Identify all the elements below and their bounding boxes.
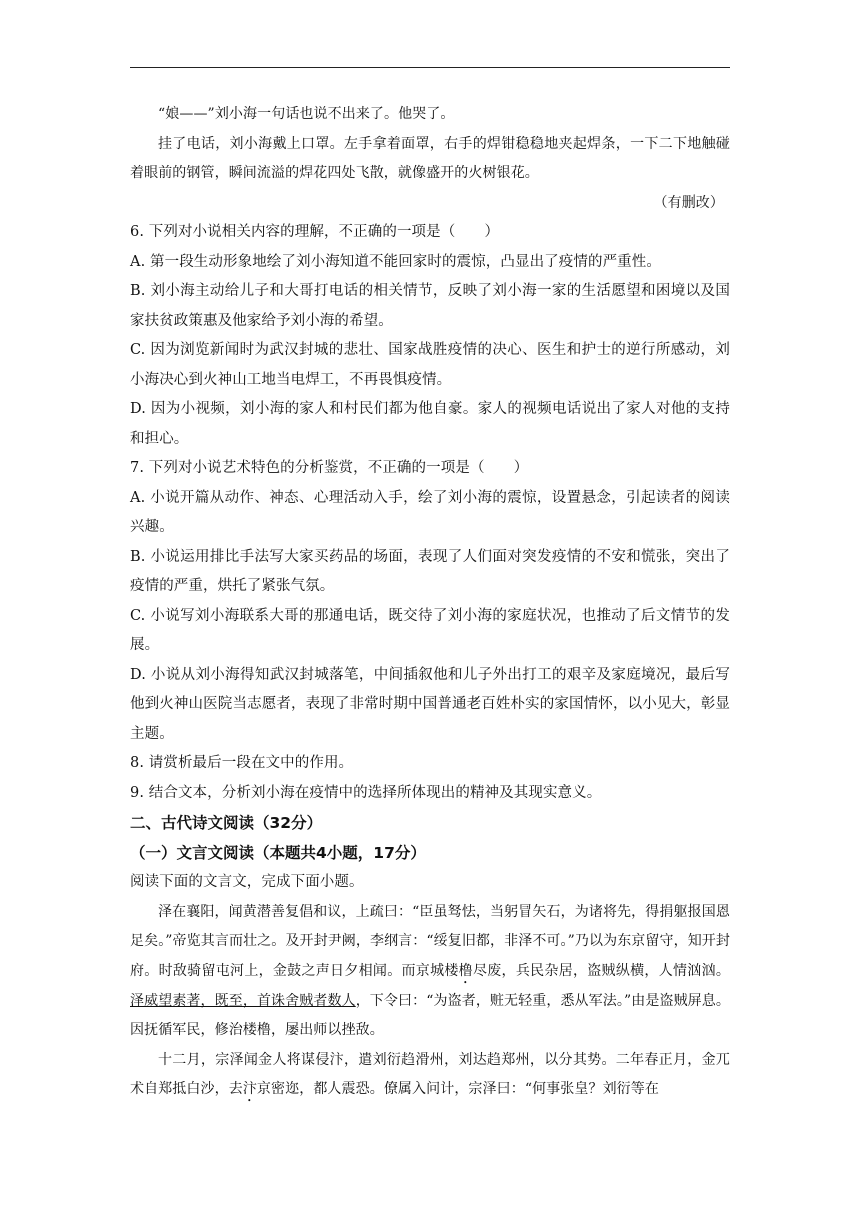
underlined-sentence: 泽威望素著，既至，首诛舍贼者数人 [130, 992, 356, 1009]
question-7-option-a: A. 小说开篇从动作、神态、心理活动入手，绘了刘小海的震惊，设置悬念，引起读者的阅读兴趣。 [130, 489, 730, 535]
page-body [130, 100, 730, 1105]
emphasized-character: 汴 [242, 1081, 257, 1097]
question-6-stem: 6. 下列对小说相关内容的理解，不正确的一项是（ ） [130, 224, 500, 240]
passage-text: ，下令曰：“为盗者，赃无轻重，悉从军法。”由是盗贼屏息。因抚循军民，修治楼橹，屡出师以挫敌。 [130, 992, 730, 1038]
edit-note: （有删改） [653, 194, 724, 211]
question-7-option-d: D. 小说从刘小海得知武汉封城落笔，中间插叙他和儿子外出打工的艰辛及家庭境况，最后写他到火神山医院当志愿者，表现了非常时期中国普通老百姓朴实的家国情怀，以小见大，彰显主题。 [130, 666, 730, 742]
question-6-option-b: B. 刘小海主动给儿子和大哥打电话的相关情节，反映了刘小海一家的生活愿望和困境以及国家扶贫政策惠及他家给予刘小海的希望。 [130, 283, 730, 329]
passage-text: 十二月，宗泽闻金人将谋侵汴，遣刘衍趋滑州，刘达趋郑州，以分其势。二年春正月，金兀术自郑抵白沙，去 [130, 1051, 730, 1097]
passage-text: 京密迩，都人震恐。僚属入问计，宗泽曰：“何事张皇？刘衍等在 [256, 1081, 659, 1097]
header-rule [130, 67, 730, 68]
question-8: 8. 请赏析最后一段在文中的作用。 [130, 755, 354, 771]
question-9: 9. 结合文本，分析刘小海在疫情中的选择所体现出的精神及其现实意义。 [130, 784, 602, 801]
section-2-title: 二、古代诗文阅读（32分） [130, 814, 323, 832]
story-paragraph: 挂了电话，刘小海戴上口罩。左手拿着面罩，右手的焊钳稳稳地夹起焊条，一下二下地触碰着眼前的钢管，瞬间流溢的焊花四处飞散，就像盛开的火树银花。 [130, 135, 730, 181]
emphasized-character: 橹 [458, 962, 473, 979]
section-2-instruction: 阅读下面的文言文，完成下面小题。 [130, 874, 364, 890]
question-6-option-a: A. 第一段生动形象地绘了刘小海知道不能回家时的震惊，凸显出了疫情的严重性。 [130, 253, 661, 270]
question-7-option-c: C. 小说写刘小海联系大哥的那通电话，既交待了刘小海的家庭状况，也推动了后文情节的发展。 [130, 607, 730, 653]
classical-passage-paragraph-1 [130, 898, 730, 1046]
question-7-option-b: B. 小说运用排比手法写大家买药品的场面，表现了人们面对突发疫情的不安和慌张，突出了疫情的严重，烘托了紧张气氛。 [130, 548, 730, 594]
question-6-option-c: C. 因为浏览新闻时为武汉封城的悲壮、国家战胜疫情的决心、医生和护士的逆行所感动，刘小海决心到火神山工地当电焊工，不再畏惧疫情。 [130, 342, 730, 388]
story-paragraph: “娘——”刘小海一句话也说不出来了。他哭了。 [158, 106, 455, 122]
section-2-subtitle: （一）文言文阅读（本题共4小题，17分） [130, 844, 426, 862]
passage-text: 泽在襄阳，闻黄潜善复倡和议，上疏曰：“臣虽驽怯，当躬冒矢石，为诸将先，得捐躯报国恩足矣。”帝览其言而壮之。及开封尹阙，李纲言：“绥复旧都，非泽不可。”乃以为东京留守，知开封府。时敌骑留屯河上，金鼓之声日夕相闻。而京城楼 [130, 903, 730, 979]
classical-passage-paragraph-2 [130, 1046, 730, 1106]
question-6-option-d: D. 因为小视频，刘小海的家人和村民们都为他自豪。家人的视频电话说出了家人对他的支持和担心。 [130, 401, 730, 447]
question-7-stem: 7. 下列对小说艺术特色的分析鉴赏，不正确的一项是（ ） [130, 460, 529, 476]
passage-text: 尽废，兵民杂居，盗贼纵横，人情汹汹。 [472, 962, 730, 979]
